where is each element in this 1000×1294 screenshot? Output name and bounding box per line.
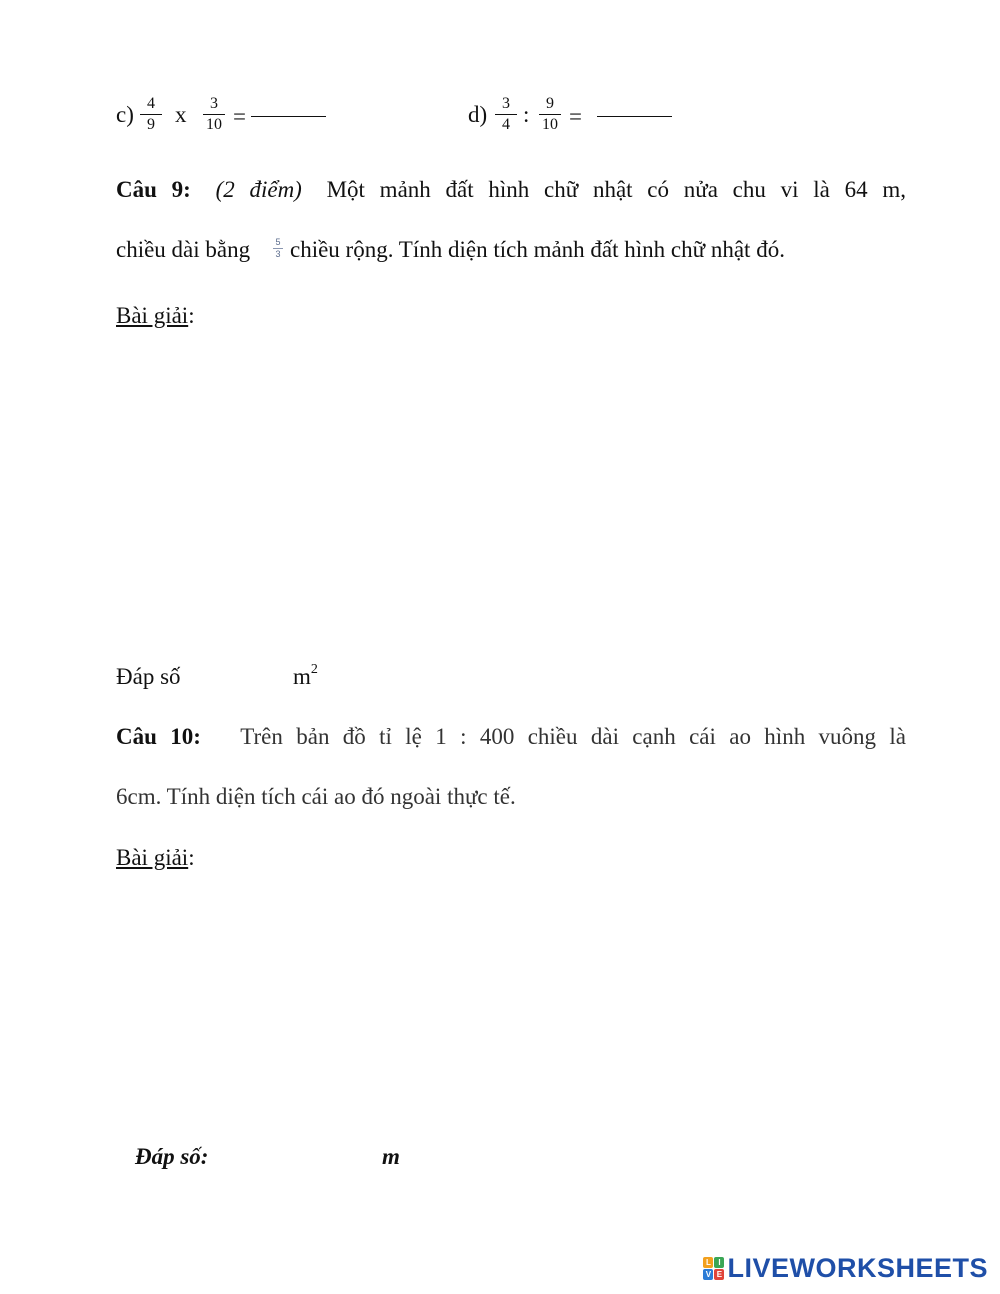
question-10-solution-area[interactable] bbox=[116, 876, 906, 1126]
exercise-c-fraction-1 bbox=[138, 95, 164, 134]
exercise-d-fraction-1 bbox=[493, 95, 519, 134]
fraction-bar bbox=[539, 114, 561, 115]
question-9-text-1: Một mảnh đất hình chữ nhật có nửa chu vi là 64 m, bbox=[326, 177, 907, 202]
question-9-answer-input[interactable] bbox=[192, 660, 288, 690]
logo-badge-letter: E bbox=[714, 1269, 724, 1280]
question-10-text-2: 6cm. Tính diện tích cái ao đó ngoài thực tế. bbox=[116, 784, 516, 809]
question-10-line-1 bbox=[116, 723, 906, 751]
fraction-bar bbox=[203, 114, 225, 115]
liveworksheets-logo bbox=[703, 1253, 988, 1284]
fraction-denominator: 4 bbox=[502, 116, 510, 133]
fraction-denominator: 9 bbox=[147, 116, 155, 133]
fraction-bar bbox=[495, 114, 517, 115]
fraction-denominator: 10 bbox=[206, 116, 222, 133]
question-10-answer-label: Đáp số: bbox=[135, 1144, 209, 1169]
question-9-fraction bbox=[272, 238, 284, 259]
fraction-denominator: 10 bbox=[542, 116, 558, 133]
question-9-title: Câu 9: bbox=[116, 177, 191, 202]
fraction-numerator: 5 bbox=[275, 237, 281, 247]
logo-badge-letter: V bbox=[703, 1269, 713, 1280]
exercise-c-answer-blank[interactable] bbox=[251, 116, 326, 117]
question-9-text-2b: chiều rộng. Tính diện tích mảnh đất hình chữ nhật đó. bbox=[290, 237, 785, 262]
exercise-c-equals: = bbox=[233, 104, 246, 129]
solution-label: Bài giải bbox=[116, 303, 189, 328]
exercise-d-fraction-2 bbox=[537, 95, 563, 134]
question-9-solution-heading bbox=[116, 302, 195, 330]
question-9-line-1 bbox=[116, 176, 906, 204]
fraction-denominator: 3 bbox=[275, 249, 281, 259]
fraction-numerator: 4 bbox=[147, 95, 155, 112]
question-9-text-2a: chiều dài bằng bbox=[116, 237, 251, 262]
exercise-d-equals: = bbox=[569, 104, 582, 129]
question-10-text-1: Trên bản đồ tỉ lệ 1 : 400 chiều dài cạnh cái ao hình vuông là bbox=[240, 724, 907, 749]
logo-badge-icon bbox=[703, 1257, 724, 1280]
exercise-d-label: d) bbox=[468, 102, 488, 127]
question-9-points: (2 điểm) bbox=[215, 177, 302, 202]
question-9-answer-unit bbox=[293, 663, 318, 691]
fraction-numerator: 3 bbox=[502, 95, 510, 112]
question-10-title: Câu 10: bbox=[116, 724, 201, 749]
solution-colon: : bbox=[188, 303, 195, 328]
exercise-d-answer-blank[interactable] bbox=[597, 116, 672, 117]
unit-text: m bbox=[293, 664, 311, 689]
solution-colon: : bbox=[188, 845, 195, 870]
exercise-c-fraction-2 bbox=[201, 95, 227, 134]
logo-badge-letter: L bbox=[703, 1257, 713, 1268]
exercise-d-operator: : bbox=[523, 102, 530, 127]
question-9-solution-area[interactable] bbox=[116, 332, 906, 652]
logo-wordmark: LIVEWORKSHEETS bbox=[727, 1253, 988, 1283]
solution-label: Bài giải bbox=[116, 845, 189, 870]
question-10-answer-input[interactable] bbox=[225, 1140, 375, 1170]
unit-exponent: 2 bbox=[310, 662, 318, 678]
exercise-c-label: c) bbox=[116, 102, 134, 127]
question-10-answer-unit: m bbox=[382, 1144, 400, 1169]
fraction-bar bbox=[140, 114, 162, 115]
logo-badge-letter: I bbox=[714, 1257, 724, 1268]
question-10-solution-heading bbox=[116, 844, 195, 872]
question-9-answer-label: Đáp số bbox=[116, 664, 181, 689]
fraction-numerator: 3 bbox=[210, 95, 218, 112]
exercise-c-operator: x bbox=[175, 102, 187, 127]
fraction-numerator: 9 bbox=[546, 95, 554, 112]
